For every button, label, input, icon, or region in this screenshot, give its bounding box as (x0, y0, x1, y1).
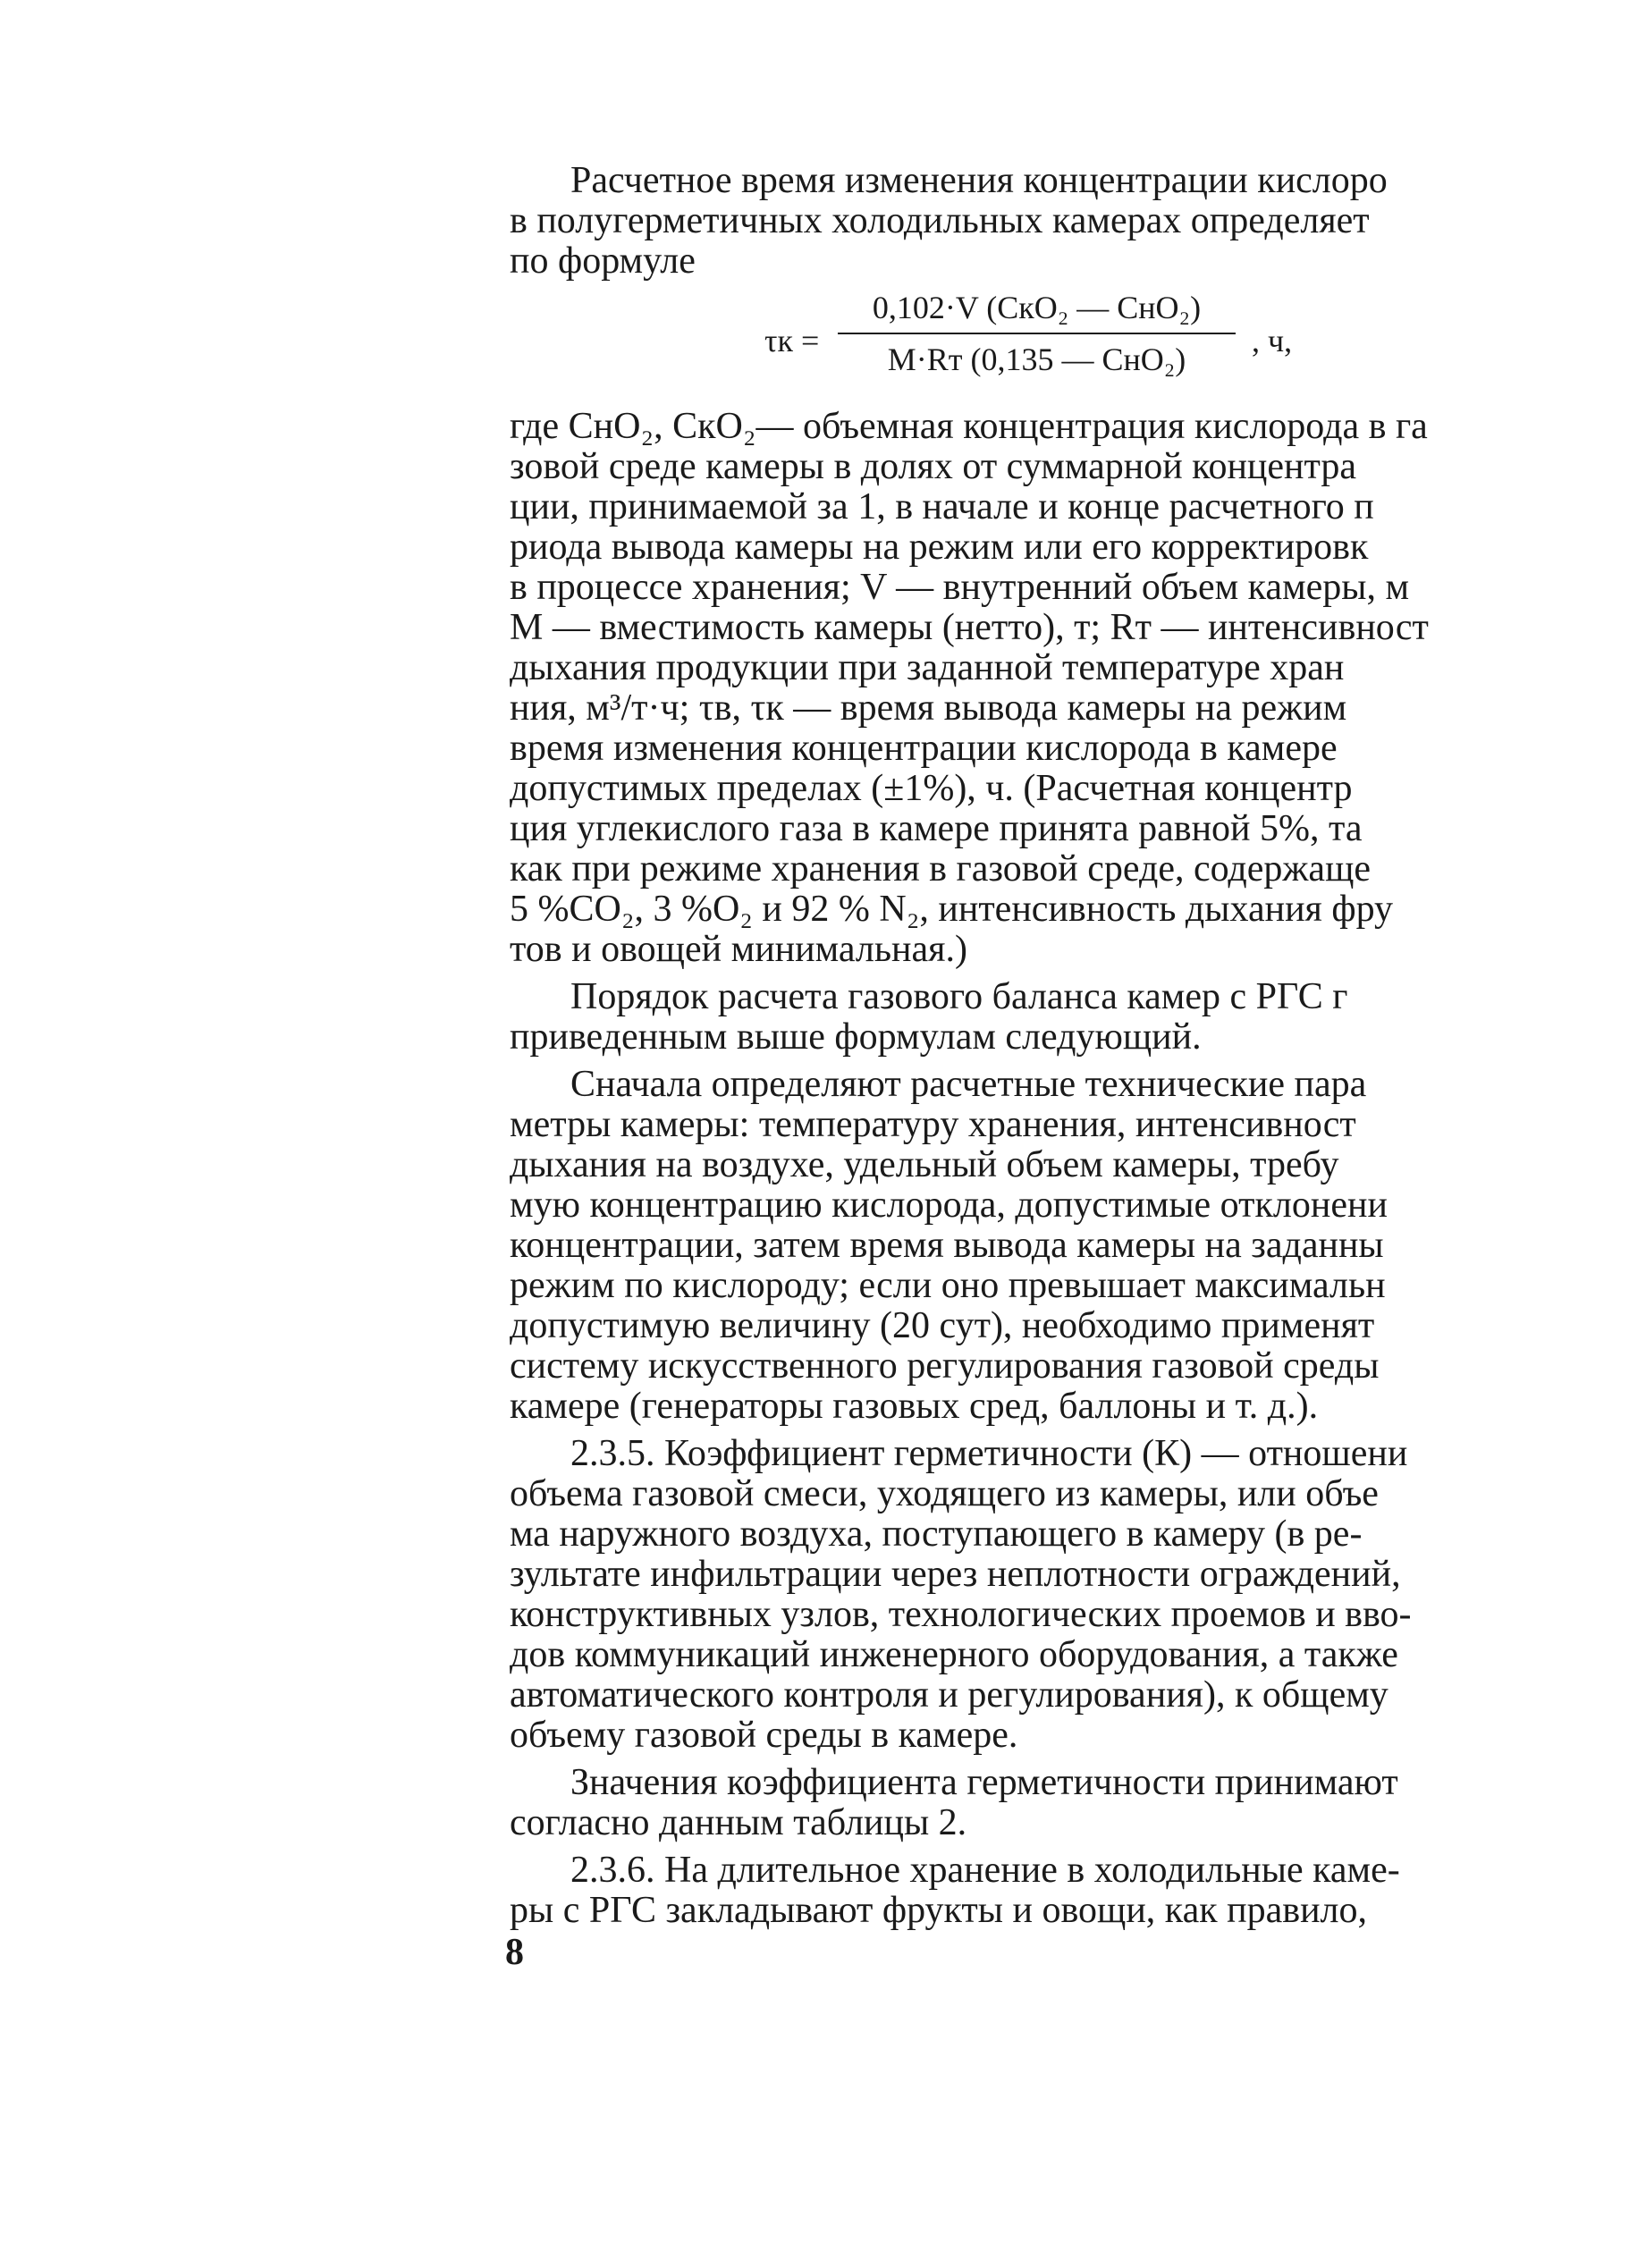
definition-line: в процессе хранения; V — внутренний объем камеры, м (510, 567, 1410, 608)
paragraph-line: концентрации, затем время вывода камеры на заданны (510, 1225, 1384, 1266)
section-2-3-5-line: конструктивных узлов, технологических проемов и вво- (510, 1594, 1412, 1635)
paragraph-line: систему искусственного регулирования газовой среды (510, 1345, 1380, 1387)
section-2-3-6-line: ры с РГС закладывают фрукты и овощи, как правило, (510, 1890, 1368, 1931)
paragraph-line: Значения коэффициента герметичности принимают (570, 1762, 1398, 1803)
paragraph-line: допустимую величину (20 сут), необходимо применят (510, 1305, 1375, 1346)
definition-line: как при режиме хранения в газовой среде, содержаще (510, 848, 1372, 889)
oxygen-time-formula (764, 286, 1319, 393)
definition-line: ния, м³/т·ч; τв, τк — время вывода камеры на режим (510, 687, 1347, 729)
paragraph-line: согласно данным таблицы 2. (510, 1802, 967, 1843)
formula-numerator: 0,102·V (CкO₂ — CнO₂) (872, 290, 1202, 325)
paragraph-line: мую концентрацию кислорода, допустимые отклонени (510, 1185, 1388, 1226)
section-2-3-5-line: автоматического контроля и регулирования), к общему (510, 1674, 1388, 1716)
section-2-3-5-line: ма наружного воздуха, поступающего в камеру (в ре- (510, 1513, 1363, 1555)
paragraph-line: Сначала определяют расчетные технические пара (570, 1064, 1367, 1105)
definition-line: ции, принимаемой за 1, в начале и конце расчетного п (510, 486, 1374, 527)
section-2-3-5-line: объему газовой среды в камере. (510, 1715, 1018, 1756)
definition-line: ция углекислого газа в камере принята равной 5%, та (510, 808, 1363, 849)
section-2-3-5-line: 2.3.5. Коэффициент герметичности (К) — отношени (570, 1433, 1408, 1474)
section-2-3-6-line: 2.3.6. На длительное хранение в холодильные каме- (570, 1850, 1400, 1891)
definition-line: время изменения концентрации кислорода в камере (510, 728, 1338, 769)
definition-line: 5 %CO₂, 3 %O₂ и 92 % N₂, интенсивность дыхания фру (510, 889, 1394, 930)
fraction-bar (838, 333, 1236, 334)
definition-line: допустимых пределах (±1%), ч. (Расчетная концентр (510, 768, 1353, 809)
definition-line: где CнO₂, CкO₂— объемная концентрация кислорода в га (510, 406, 1428, 447)
body-text (510, 161, 1547, 1931)
section-2-3-5-line: дов коммуникаций инженерного оборудования, а также (510, 1634, 1398, 1675)
section-2-3-5-line: объема газовой смеси, уходящего из камеры, или объе (510, 1473, 1379, 1514)
formula-denominator: M·Rт (0,135 — CнO₂) (887, 341, 1186, 377)
intro-line: по формуле (510, 240, 696, 282)
definition-line: M — вместимость камеры (нетто), т; Rт — интенсивност (510, 607, 1429, 648)
paragraph-line: режим по кислороду; если оно превышает максимальн (510, 1265, 1386, 1306)
page-number: 8 (505, 1932, 524, 1973)
formula-lhs: τк = (764, 323, 820, 358)
formula-fraction (838, 286, 1236, 381)
paragraph-line: Порядок расчета газового баланса камер с РГС г (570, 976, 1348, 1017)
definition-line: зовой среде камеры в долях от суммарной концентра (510, 446, 1357, 487)
definition-line: дыхания продукции при заданной температуре хран (510, 647, 1345, 688)
intro-line: в полугерметичных холодильных камерах определяет (510, 200, 1370, 241)
paragraph-line: камере (генераторы газовых сред, баллоны и т. д.). (510, 1386, 1319, 1427)
paragraph-line: приведенным выше формулам следующий. (510, 1016, 1202, 1058)
paragraph-line: метры камеры: температуру хранения, интенсивност (510, 1104, 1356, 1145)
paragraph-line: дыхания на воздухе, удельный объем камеры, требу (510, 1144, 1339, 1185)
formula-unit: , ч, (1252, 323, 1293, 358)
definition-line: риода вывода камеры на режим или его корректировк (510, 527, 1369, 568)
intro-line: Расчетное время изменения концентрации кислоро (570, 160, 1388, 201)
definition-line: тов и овощей минимальная.) (510, 929, 967, 970)
section-2-3-5-line: зультате инфильтрации через неплотности ограждений, (510, 1554, 1401, 1595)
